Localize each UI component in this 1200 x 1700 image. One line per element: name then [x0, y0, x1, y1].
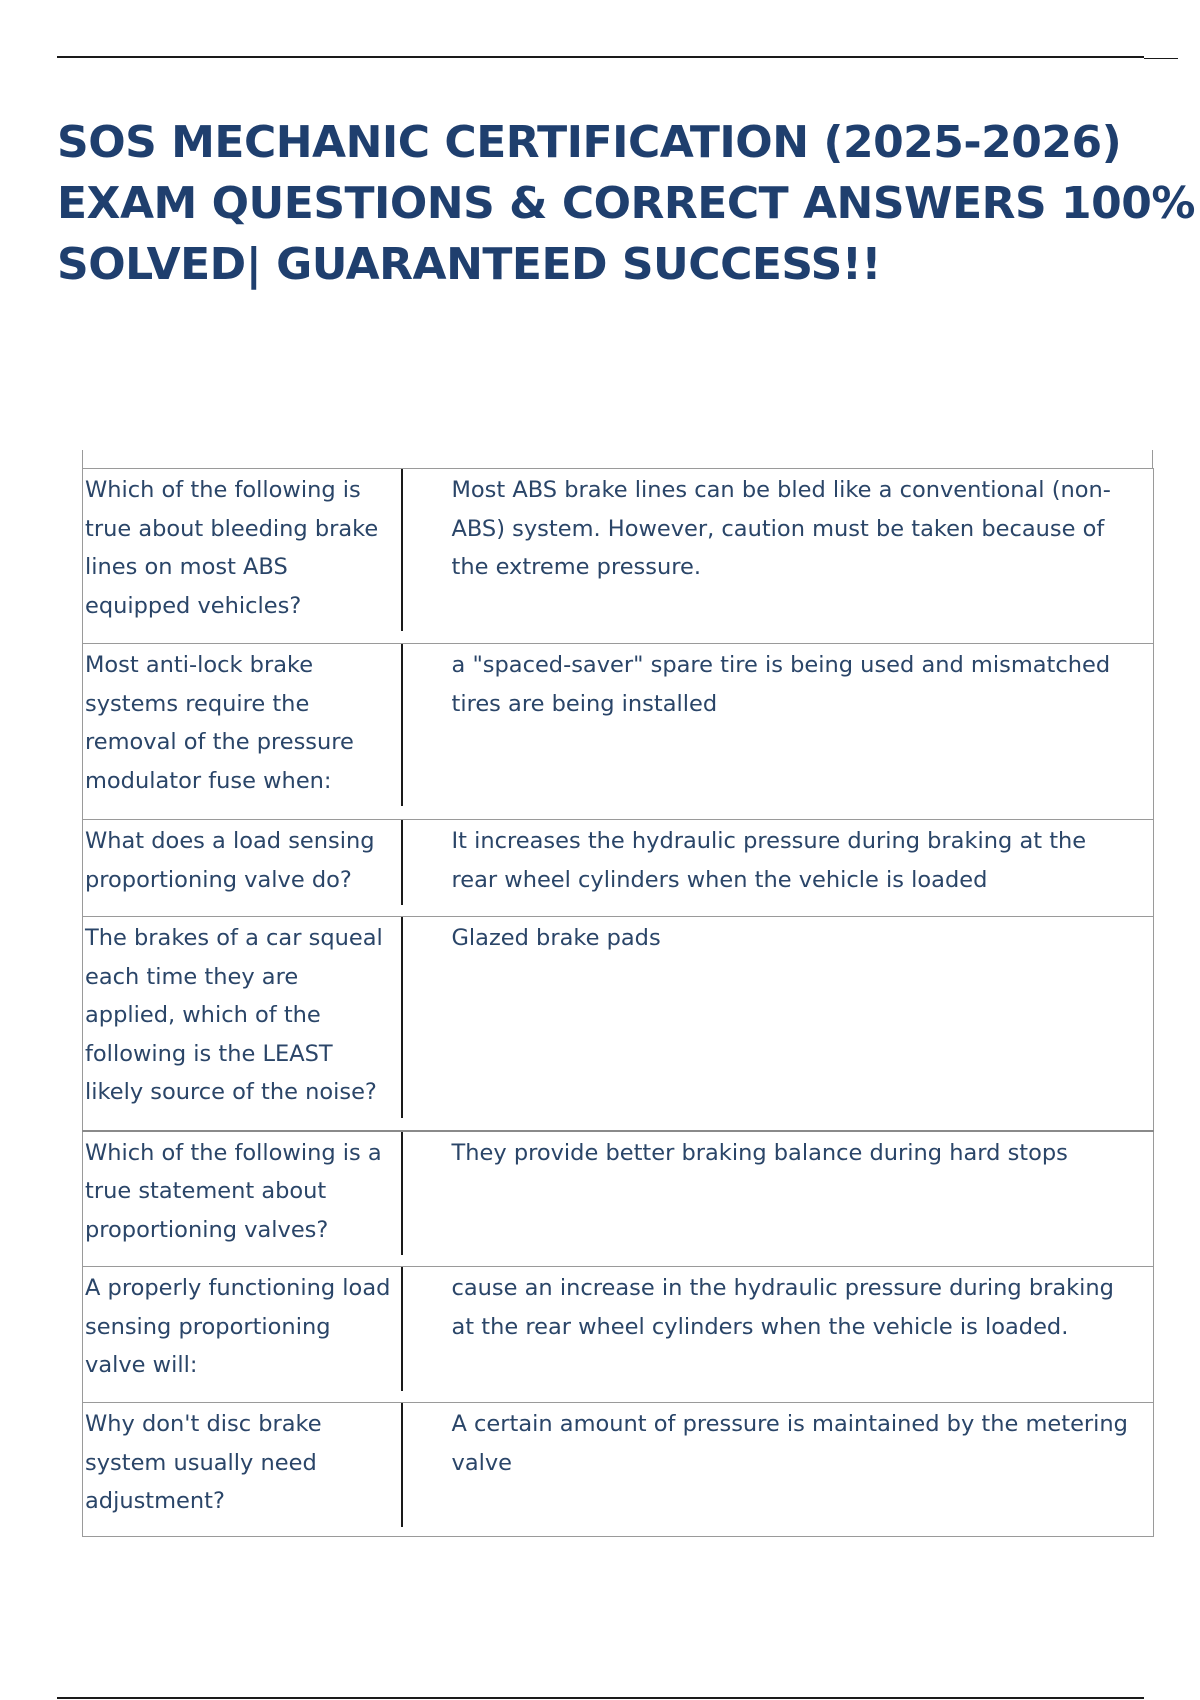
- qa-row: [83, 1267, 1154, 1403]
- top-rule: [57, 56, 1144, 58]
- question-text: The brakes of a car squeal each time they are applied, which of the following is the LEAST likely source of the noise?: [83, 917, 403, 1118]
- answer-text: a "spaced-saver" spare tire is being used and mismatched tires are being installed: [451, 652, 1111, 717]
- answer-text: They provide better braking balance during hard stops: [451, 1139, 1068, 1166]
- answer-cell: [403, 820, 1154, 917]
- qa-table: [82, 468, 1154, 1537]
- question-text: Most anti-lock brake systems require the removal of the pressure modulator fuse when:: [83, 644, 403, 806]
- qa-row: [83, 917, 1154, 1131]
- qa-row: [83, 1403, 1154, 1537]
- question-text: Why don't disc brake system usually need adjustment?: [83, 1403, 403, 1527]
- question-cell: [83, 1267, 403, 1403]
- question-cell: [83, 469, 403, 644]
- question-cell: [83, 1403, 403, 1537]
- question-cell: [83, 1131, 403, 1267]
- title-line-2: EXAM QUESTIONS & CORRECT ANSWERS 100%: [57, 178, 1195, 229]
- qa-row: [83, 469, 1154, 644]
- qa-row: [83, 644, 1154, 820]
- question-cell: [83, 644, 403, 820]
- title-line-1: SOS MECHANIC CERTIFICATION (2025-2026): [57, 117, 1122, 168]
- qa-row: [83, 820, 1154, 917]
- table-top-lip: [82, 450, 1153, 468]
- answer-text: cause an increase in the hydraulic pressure during braking at the rear wheel cylinders when the vehicle is loaded.: [451, 1275, 1114, 1340]
- answer-text: It increases the hydraulic pressure during braking at the rear wheel cylinders when the vehicle is loaded: [451, 828, 1087, 893]
- qa-row: [83, 1131, 1154, 1267]
- question-text: A properly functioning load sensing proportioning valve will:: [83, 1267, 403, 1391]
- question-text: Which of the following is true about bleeding brake lines on most ABS equipped vehicles?: [83, 469, 403, 631]
- bottom-rule: [57, 1697, 1144, 1699]
- answer-cell: [403, 1267, 1154, 1403]
- answer-text: Most ABS brake lines can be bled like a conventional (non-ABS) system. However, caution must be taken because of the extreme pressure.: [451, 477, 1111, 580]
- top-rule-tail: [1144, 58, 1178, 59]
- title-line-3: SOLVED| GUARANTEED SUCCESS!!: [57, 239, 881, 290]
- answer-text: Glazed brake pads: [451, 925, 661, 951]
- answer-cell: [403, 469, 1154, 644]
- answer-text: A certain amount of pressure is maintained by the metering valve: [451, 1411, 1128, 1476]
- answer-cell: [403, 1403, 1154, 1537]
- question-text: What does a load sensing proportioning valve do?: [83, 820, 403, 905]
- answer-cell: [403, 917, 1154, 1131]
- document-title: [57, 112, 1195, 295]
- answer-cell: [403, 1131, 1154, 1267]
- question-cell: [83, 917, 403, 1131]
- question-cell: [83, 820, 403, 917]
- answer-cell: [403, 644, 1154, 820]
- question-text: Which of the following is a true statement about proportioning valves?: [83, 1132, 403, 1256]
